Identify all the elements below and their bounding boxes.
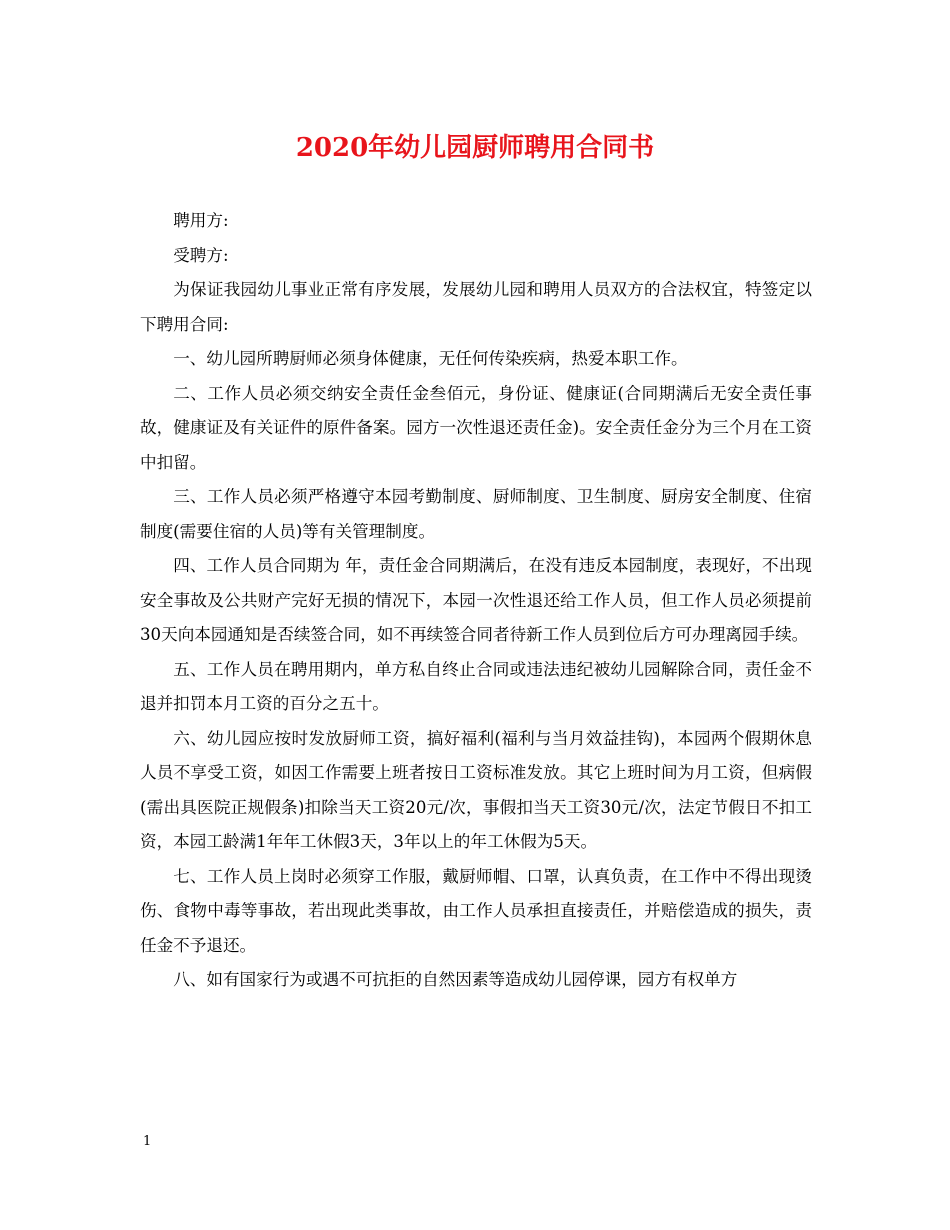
paragraph-clause-4: 四、工作人员合同期为 年，责任金合同期满后，在没有违反本园制度，表现好，不出现安全事故及公共财产完好无损的情况下，本园一次性退还给工作人员，但工作人员必须提前30天向本园通知是否续签合同，如不再续签合同者待新工作人员到位后方可办理离园手续。 (140, 556, 812, 644)
paragraph-clause-2: 二、工作人员必须交纳安全责任金叁佰元，身份证、健康证(合同期满后无安全责任事故，健康证及有关证件的原件备案。园方一次性退还责任金)。安全责任金分为三个月在工资中扣留。 (140, 383, 812, 472)
paragraph-clause-3: 三、工作人员必须严格遵守本园考勤制度、厨师制度、卫生制度、厨房安全制度、住宿制度(需要住宿的人员)等有关管理制度。 (140, 487, 812, 541)
document-title: 2020年幼儿园厨师聘用合同书 (295, 133, 655, 163)
paragraph-employer: 聘用方: (173, 211, 229, 230)
paragraph-clause-8: 八、如有国家行为或遇不可抗拒的自然因素等造成幼儿园停课，园方有权单方 (173, 970, 738, 989)
paragraph-clause-6: 六、幼儿园应按时发放厨师工资，搞好福利(福利与当月效益挂钩)，本园两个假期休息人员不享受工资，如因工作需要上班者按日工资标准发放。其它上班时间为月工资，但病假(需出具医院正规假条)扣除当天工资20元/次，事假扣当天工资30元/次，法定节假日不扣工资，本园工龄满1年年工休假3天，3年以上的年工休假为5天。 (140, 728, 812, 851)
paragraph-clause-1: 一、幼儿园所聘厨师必须身体健康，无任何传染疾病，热爱本职工作。 (173, 349, 688, 368)
paragraph-employee: 受聘方: (173, 245, 229, 265)
document-body (140, 204, 812, 998)
page-number: 1 (143, 1134, 152, 1149)
paragraph-clause-5: 五、工作人员在聘用期内，单方私自终止合同或违法违纪被幼儿园解除合同，责任金不退并扣罚本月工资的百分之五十。 (140, 659, 812, 713)
paragraph-clause-7: 七、工作人员上岗时必须穿工作服，戴厨师帽、口罩，认真负责，在工作中不得出现烫伤、食物中毒等事故，若出现此类事故，由工作人员承担直接责任，并赔偿造成的损失，责任金不予退还。 (140, 866, 812, 955)
paragraph-preamble: 为保证我园幼儿事业正常有序发展，发展幼儿园和聘用人员双方的合法权宜，特签定以下聘用合同: (140, 280, 812, 334)
